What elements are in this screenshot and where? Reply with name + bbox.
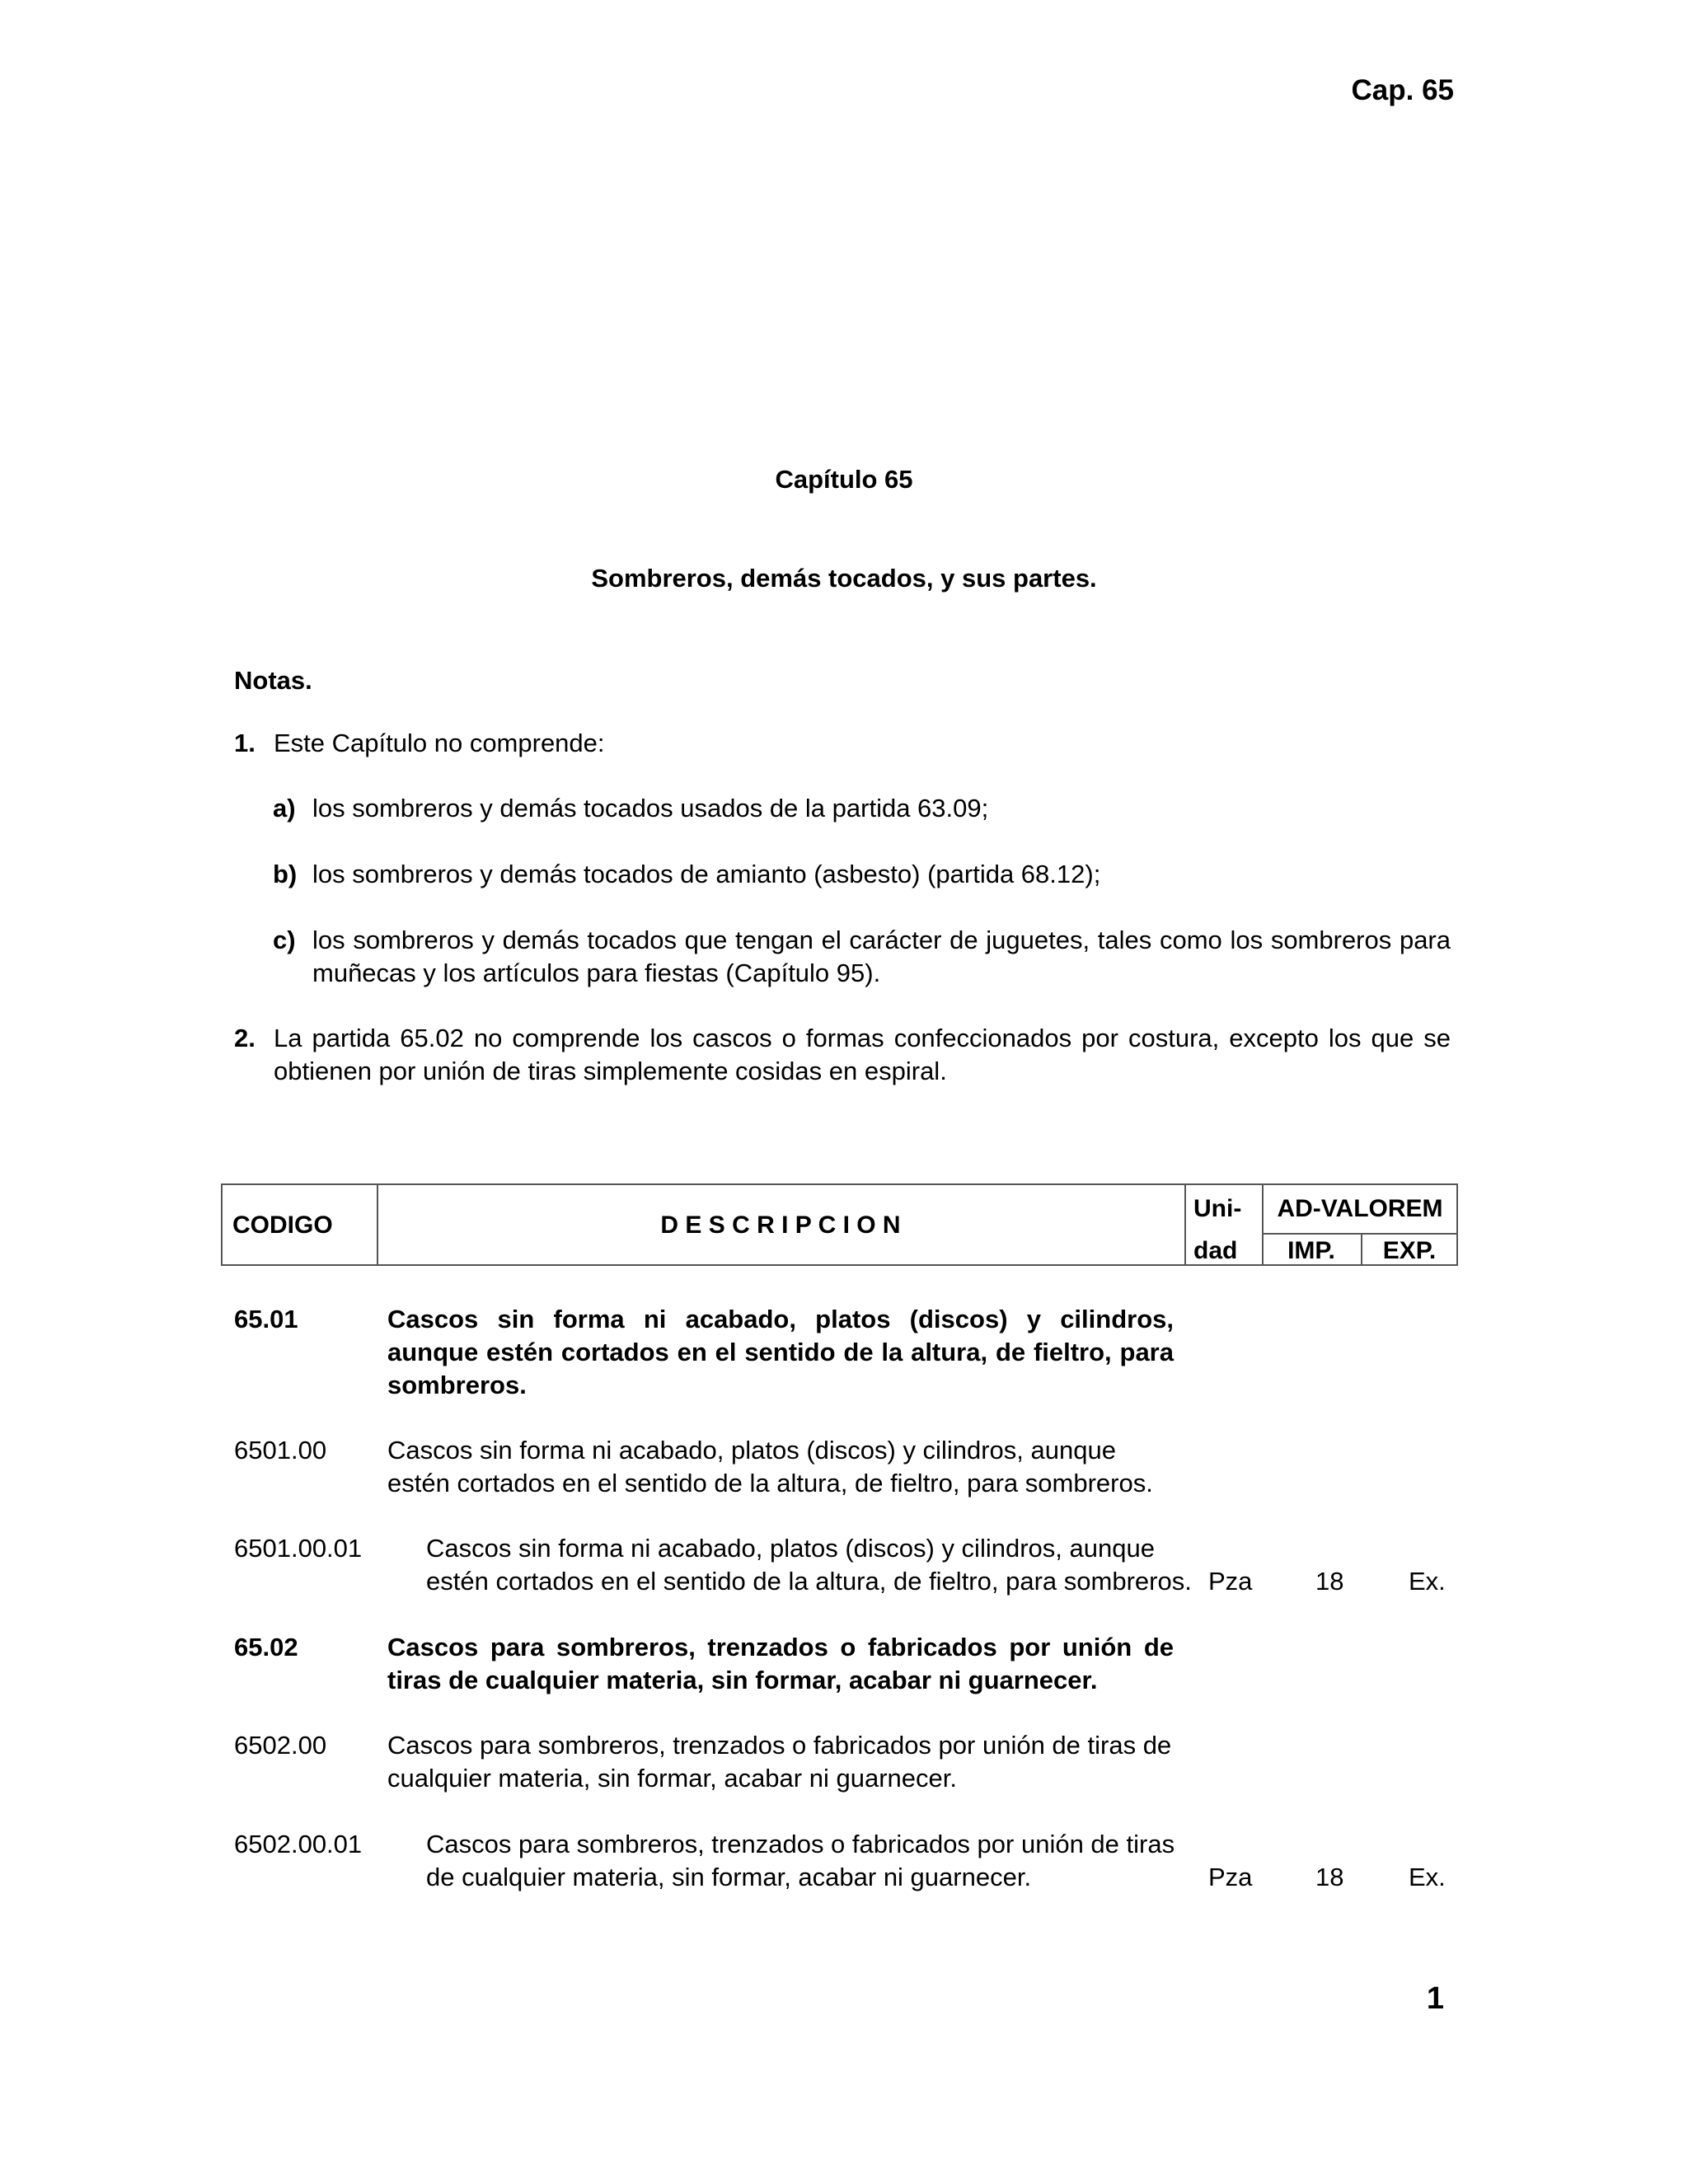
tariff-item-description: Cascos para sombreros, trenzados o fabricados por unión de tiras de cualquier materia, sin formar, acabar ni guarnecer. xyxy=(426,1830,1175,1891)
note-item-text: los sombreros y demás tocados de amianto (asbesto) (partida 68.12); xyxy=(312,860,1101,888)
column-header-unidad-bottom: dad xyxy=(1193,1237,1238,1264)
column-header-codigo: CODIGO xyxy=(232,1212,333,1239)
note-item-letter: c) xyxy=(273,926,296,954)
tariff-code: 6502.00 xyxy=(234,1731,327,1760)
tariff-code: 6502.00.01 xyxy=(234,1830,363,1858)
note-1-item-a xyxy=(273,792,1451,825)
note-1 xyxy=(234,727,1451,760)
column-header-exp: EXP. xyxy=(1382,1237,1437,1264)
column-header-imp: IMP. xyxy=(1287,1237,1335,1264)
import-rate: 18 xyxy=(1315,1567,1344,1596)
column-header-advalorem: AD-VALOREM xyxy=(1277,1195,1443,1222)
note-item-letter: a) xyxy=(273,794,296,823)
note-2 xyxy=(234,1022,1451,1088)
note-1-item-c xyxy=(273,924,1451,990)
export-rate: Ex. xyxy=(1409,1567,1446,1596)
tariff-subheading-description: Cascos sin forma ni acabado, platos (discos) y cilindros, aunque estén cortados en el sentido de la altura, de fieltro, para sombreros. xyxy=(387,1436,1153,1497)
column-header-unidad-top: Uni- xyxy=(1193,1195,1242,1222)
page-number: 1 xyxy=(1426,1981,1444,2016)
tariff-code: 6501.00 xyxy=(234,1436,327,1465)
tariff-heading-description: Cascos para sombreros, trenzados o fabricados por unión de tiras de cualquier materia, sin formar, acabar ni guarnecer. xyxy=(387,1633,1174,1694)
note-number: 1. xyxy=(234,729,256,757)
note-1-item-b xyxy=(273,858,1451,891)
tariff-code: 65.02 xyxy=(234,1633,298,1661)
row-divider xyxy=(1262,1233,1456,1235)
column-header-descripcion: D E S C R I P C I O N xyxy=(660,1212,901,1239)
note-item-letter: b) xyxy=(273,860,298,888)
tariff-table-header xyxy=(221,1183,1458,1266)
notes-heading: Notas. xyxy=(234,666,312,695)
chapter-title: Capítulo 65 xyxy=(775,465,913,494)
import-rate: 18 xyxy=(1315,1863,1344,1891)
chapter-subtitle: Sombreros, demás tocados, y sus partes. xyxy=(591,564,1097,593)
tariff-code: 65.01 xyxy=(234,1305,298,1333)
tariff-code: 6501.00.01 xyxy=(234,1534,363,1563)
tariff-subheading-description: Cascos para sombreros, trenzados o fabricados por unión de tiras de cualquier materia, sin formar, acabar ni guarnecer. xyxy=(387,1731,1172,1793)
column-divider xyxy=(1184,1185,1186,1264)
tariff-item-description: Cascos sin forma ni acabado, platos (discos) y cilindros, aunque estén cortados en el sentido de la altura, de fieltro, para sombreros. xyxy=(426,1534,1192,1596)
unit-value: Pza xyxy=(1208,1863,1253,1891)
note-text: La partida 65.02 no comprende los cascos o formas confeccionados por costura, excepto los que se obtienen por unión de tiras simplemente cosidas en espiral. xyxy=(274,1024,1451,1085)
note-number: 2. xyxy=(234,1024,256,1052)
note-text: Este Capítulo no comprende: xyxy=(274,729,605,757)
export-rate: Ex. xyxy=(1409,1863,1446,1891)
note-item-text: los sombreros y demás tocados que tengan el carácter de juguetes, tales como los sombreros para muñecas y los artículos para fiestas (Capítulo 95). xyxy=(312,926,1451,987)
chapter-reference: Cap. 65 xyxy=(1351,74,1454,106)
note-item-text: los sombreros y demás tocados usados de la partida 63.09; xyxy=(312,794,989,823)
unit-value: Pza xyxy=(1208,1567,1253,1596)
tariff-heading-description: Cascos sin forma ni acabado, platos (discos) y cilindros, aunque estén cortados en el sentido de la altura, de fieltro, para sombreros. xyxy=(387,1305,1174,1399)
